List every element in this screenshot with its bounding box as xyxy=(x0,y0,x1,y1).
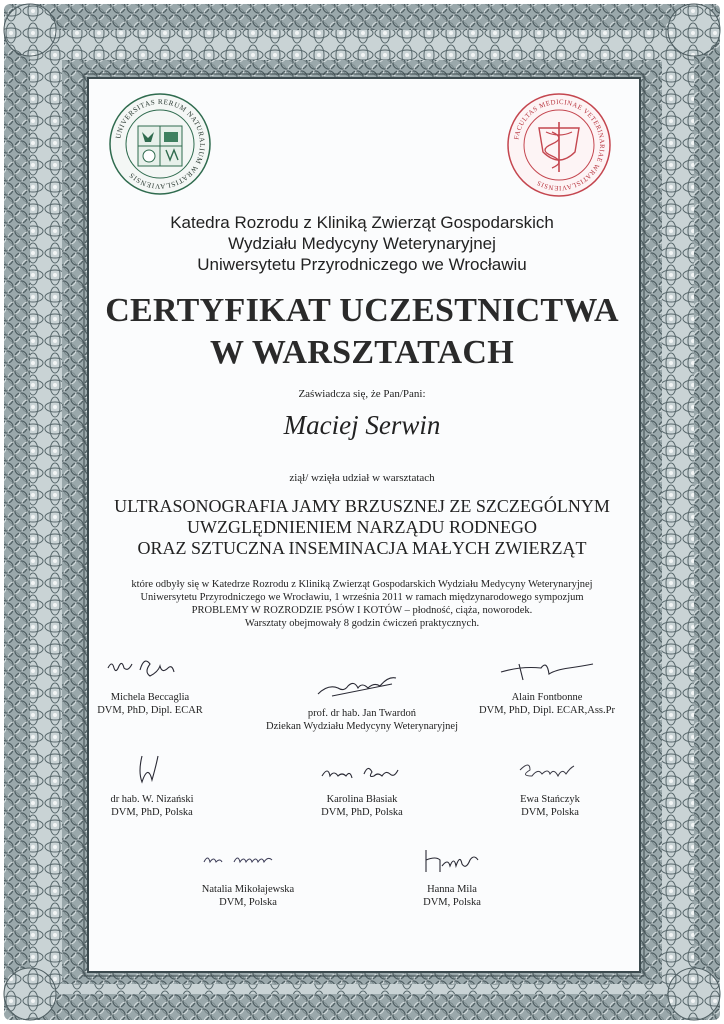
signature-block xyxy=(272,752,452,819)
handwritten-signature xyxy=(402,842,502,882)
signatory-title: DVM, Polska xyxy=(219,896,277,908)
signatory-name: Alain Fontbonne xyxy=(511,692,583,703)
faculty-seal xyxy=(506,92,612,198)
university-seal xyxy=(108,92,212,196)
signatory-title: DVM, Polska xyxy=(423,896,481,908)
details-line: PROBLEMY W ROZRODZIE PSÓW I KOTÓW – płodność, ciąża, noworodek. xyxy=(191,605,533,616)
header-line: Wydziału Medycyny Weterynaryjnej xyxy=(228,234,496,253)
signatory-name: Natalia Mikołajewska xyxy=(201,884,295,895)
handwritten-signature xyxy=(312,752,412,792)
signatory-name: Michela Beccaglia xyxy=(110,692,190,703)
handwritten-signature xyxy=(102,752,202,792)
signatory-name: dr hab. W. Nizański xyxy=(110,794,194,805)
workshop-title-line: UWZGLĘDNIENIEM NARZĄDU RODNEGO xyxy=(187,517,537,537)
institution-header xyxy=(92,212,632,275)
signatory-title: DVM, PhD, Dipl. ECAR xyxy=(97,704,203,716)
details-line: które odbyły się w Katedrze Rozrodu z Kliniką Zwierząt Gospodarskich Wydziału Medycyny Weterynaryjnej xyxy=(131,579,593,590)
title-line: W WARSZTATACH xyxy=(210,334,514,371)
signature-block xyxy=(362,842,542,909)
signature-block xyxy=(247,666,477,733)
signature-block xyxy=(62,752,242,819)
header-line: Uniwersytetu Przyrodniczego we Wrocławiu xyxy=(197,255,527,274)
signatory-name: Ewa Stańczyk xyxy=(520,794,580,805)
signatory-title: DVM, Polska xyxy=(521,806,579,818)
details-line: Warsztaty obejmowały 8 godzin ćwiczeń praktycznych. xyxy=(244,618,480,629)
participated-text: ziął/ wzięła udział w warsztatach xyxy=(289,472,435,484)
workshop-title xyxy=(88,496,636,559)
details-line: Uniwersytetu Przyrodniczego we Wrocławiu, 1 września 2011 w ramach międzynarodowego sympozjum xyxy=(140,592,584,603)
signatory-title: DVM, PhD, Dipl. ECAR,Ass.Pr xyxy=(479,704,615,716)
svg-text:UNIVERSITAS RERUM NATURALIUM W: UNIVERSITAS RERUM NATURALIUM WRATISLAVIENSIS xyxy=(114,97,207,191)
signature-block xyxy=(458,650,636,717)
handwritten-signature xyxy=(198,842,298,882)
workshop-details xyxy=(92,578,632,630)
signature-block xyxy=(60,650,240,717)
certify-text: Zaświadcza się, że Pan/Pani: xyxy=(298,388,426,400)
signatory-name: Hanna Mila xyxy=(427,884,477,895)
handwritten-signature xyxy=(312,666,412,706)
signatory-name: Karolina Błasiak xyxy=(326,794,398,805)
workshop-title-line: ULTRASONOGRAFIA JAMY BRZUSZNEJ ZE SZCZEGÓLNYM xyxy=(114,496,610,516)
certificate-title xyxy=(92,290,632,374)
signatory-title: Dziekan Wydziału Medycyny Weterynaryjnej xyxy=(265,720,459,732)
signatory-title: DVM, PhD, Polska xyxy=(321,806,403,818)
handwritten-signature xyxy=(500,752,600,792)
participant-name: Maciej Serwin xyxy=(283,410,441,440)
signatory-name: prof. dr hab. Jan Twardoń xyxy=(307,708,417,719)
workshop-title-line: ORAZ SZTUCZNA INSEMINACJA MAŁYCH ZWIERZĄT xyxy=(137,538,587,558)
handwritten-signature xyxy=(100,650,200,690)
title-line: CERTYFIKAT UCZESTNICTWA xyxy=(105,292,619,329)
handwritten-signature xyxy=(497,650,597,690)
svg-text:FACULTAS MEDICINAE VETERINARIA: FACULTAS MEDICINAE VETERINARIAE WRATISLAVIENSIS xyxy=(513,98,606,192)
signatory-title: DVM, PhD, Polska xyxy=(111,806,193,818)
signature-block xyxy=(158,842,338,909)
signature-block xyxy=(460,752,640,819)
header-line: Katedra Rozrodu z Kliniką Zwierząt Gospodarskich xyxy=(170,213,554,232)
